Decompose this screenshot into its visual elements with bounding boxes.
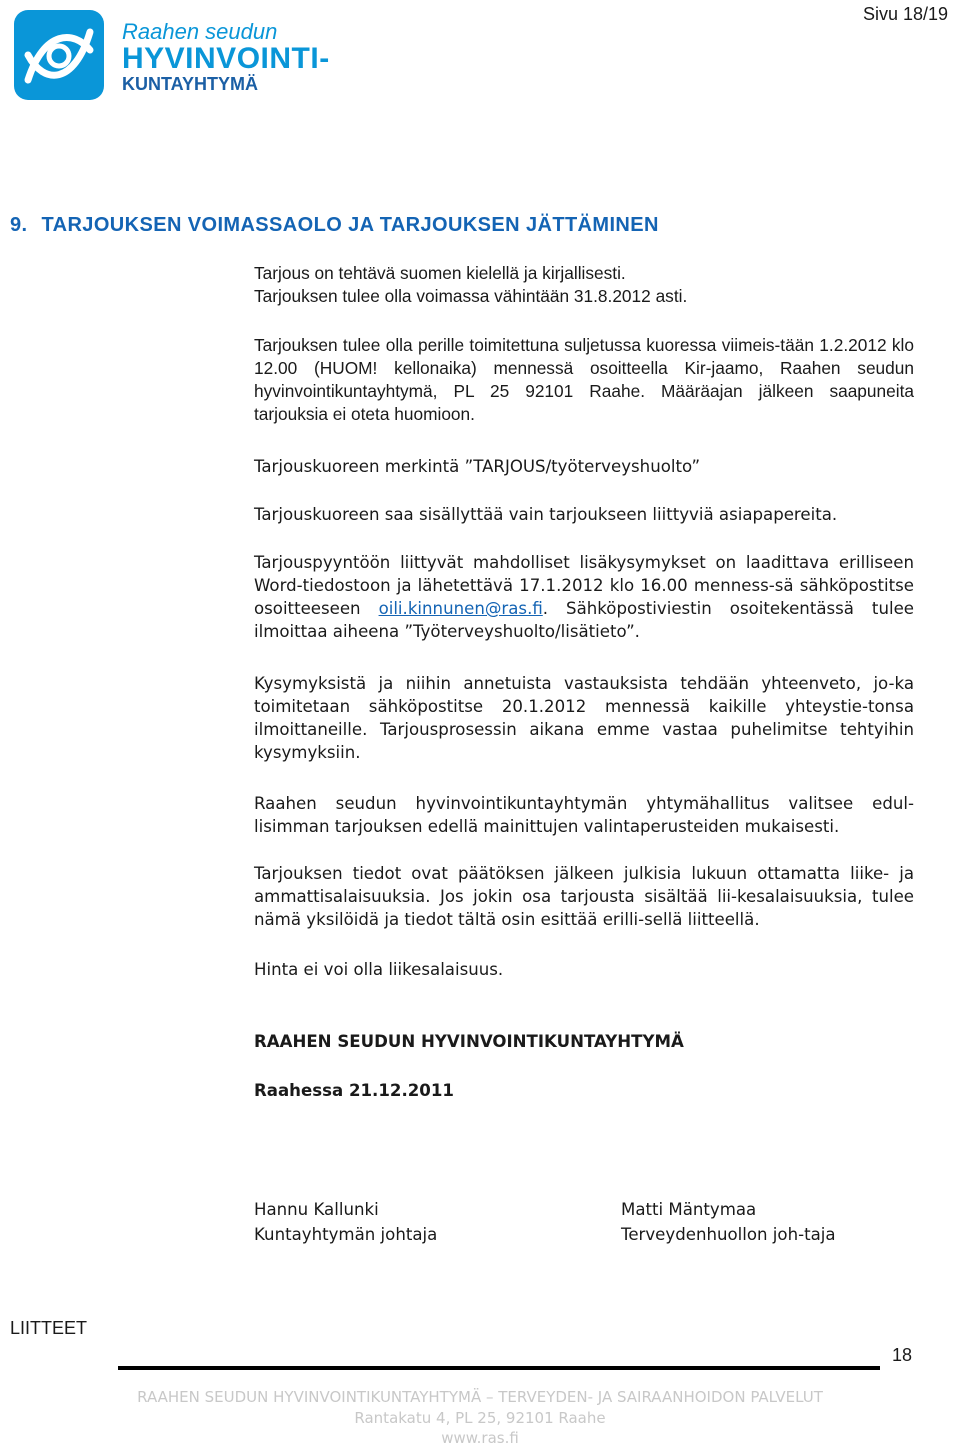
footer-divider [118, 1366, 880, 1370]
logo-line-2: HYVINVOINTI- [122, 42, 330, 75]
knot-logo-icon [14, 10, 104, 100]
paragraph-envelope-contents: Tarjouskuoreen saa sisällyttää vain tarjoukseen liittyviä asiapapereita. [254, 505, 838, 524]
section-title: TARJOUKSEN VOIMASSAOLO JA TARJOUKSEN JÄTTÄMINEN [41, 214, 659, 236]
organization-logo [14, 10, 354, 100]
attachments-label: LIITTEET [10, 1318, 88, 1338]
signoff-place-date: Raahessa 21.12.2011 [254, 1081, 454, 1100]
paragraph-envelope-marking: Tarjouskuoreen merkintä ”TARJOUS/työterveyshuolto” [254, 457, 701, 476]
questions-text-after: . Sähköpostiviestin osoitekentässä tulee ilmoittaa aiheena ”Työterveyshuolto/lisätieto”. [254, 599, 914, 641]
signer-right-name: Matti Mäntymaa [621, 1200, 757, 1219]
signer-right [621, 1197, 836, 1247]
section-number: 9. [10, 214, 28, 236]
signoff-organization: RAAHEN SEUDUN HYVINVOINTIKUNTAYHTYMÄ [254, 1032, 684, 1051]
email-link[interactable]: oili.kinnunen@ras.fi [378, 599, 543, 618]
page-indicator: Sivu 18/19 [862, 4, 948, 24]
paragraph-questions [254, 551, 914, 643]
footer-address-line: Rantakatu 4, PL 25, 92101 Raahe [354, 1409, 606, 1427]
paragraph-publicity: Tarjouksen tiedot ovat päätöksen jälkeen julkisia lukuun ottamatta liike- ja ammattisalaisuuksia. Jos jokin osa tarjousta sisältää lii-kesalaisuuksia, tulee nämä yksilöidä ja tiedot tältä osin esittää erilli-sellä liitteellä. [254, 864, 914, 929]
section-heading [10, 214, 673, 237]
logo-line-3: KUNTAYHTYMÄ [122, 74, 259, 94]
signer-right-title: Terveydenhuollon joh-taja [621, 1225, 836, 1244]
page-number: 18 [892, 1345, 913, 1365]
paragraph-selection: Raahen seudun hyvinvointikuntayhtymän yhtymähallitus valitsee edul-lisimman tarjouksen edellä mainittujen valintaperusteiden mukaisesti. [254, 794, 914, 836]
logo-line-1: Raahen seudun [122, 19, 278, 44]
signer-left-title: Kuntayhtymän johtaja [254, 1225, 438, 1244]
signer-left-name: Hannu Kallunki [254, 1200, 379, 1219]
signer-left [254, 1197, 584, 1247]
paragraph-price: Hinta ei voi olla liikesalaisuus. [254, 960, 504, 979]
questions-text-before: Tarjouspyyntöön liittyvät mahdolliset lisäkysymykset on laadittava erilliseen Word-tiedostoon ja lähetettävä 17.1.2012 klo 16.00 menness-sä sähköpostitse osoitteeseen [254, 553, 914, 618]
paragraph-validity: Tarjouksen tulee olla voimassa vähintään 31.8.2012 asti. [254, 286, 688, 306]
paragraph-delivery: Tarjouksen tulee olla perille toimitettuna suljetussa kuoressa viimeis-tään 1.2.2012 klo 12.00 (HUOM! kellonaika) mennessä osoitteella Kir-jaamo, Raahen seudun hyvinvointikuntayhtymä, PL 25 92101 Raahe. Määräajan jälkeen saapuneita tarjouksia ei oteta huomioon. [254, 335, 914, 424]
paragraph-answers: Kysymyksistä ja niihin annetuista vastauksista tehdään yhteenveto, jo-ka toimitetaan sähköpostitse 20.1.2012 mennessä kaikille yhteystie-tonsa ilmoittaneille. Tarjousprosessin aikana emme vastaa puhelimitse tehtyihin kysymyksiin. [254, 674, 914, 762]
paragraph-language: Tarjous on tehtävä suomen kielellä ja kirjallisesti. [254, 263, 626, 283]
logo-wordmark [122, 20, 330, 94]
footer-org-line: RAAHEN SEUDUN HYVINVOINTIKUNTAYHTYMÄ – TERVEYDEN- JA SAIRAANHOIDON PALVELUT [137, 1388, 823, 1406]
footer-website-line: www.ras.fi [441, 1429, 519, 1447]
